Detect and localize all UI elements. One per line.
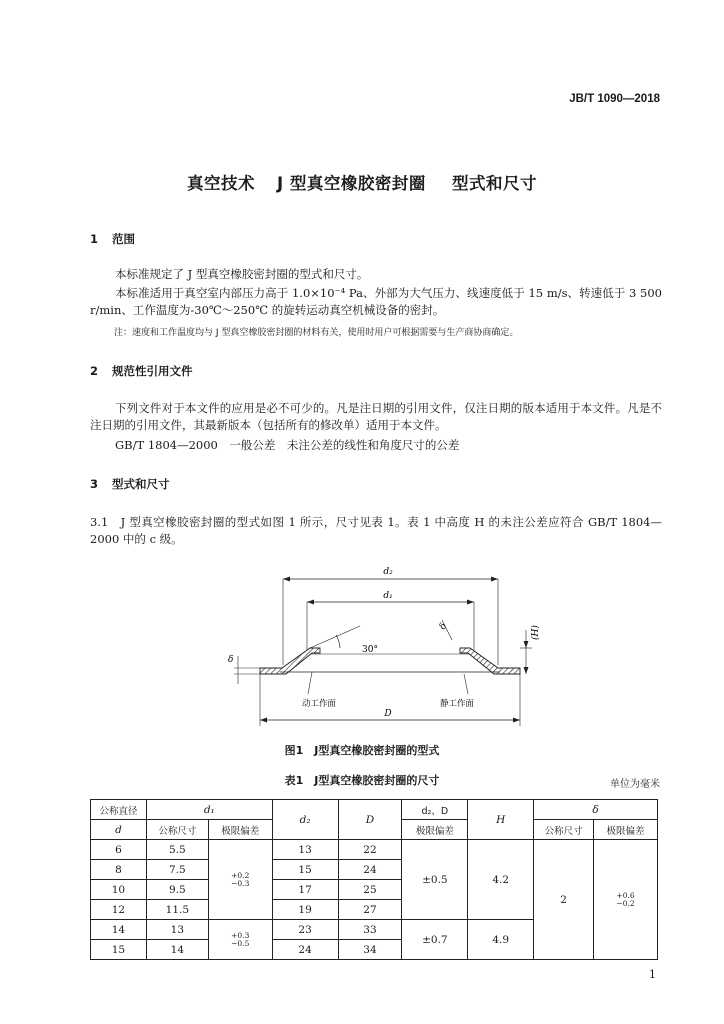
table-caption: 表1 J型真空橡胶密封圈的尺寸	[284, 774, 440, 787]
delta-tolerance-header: 极限偏差	[594, 820, 658, 840]
section-1-heading: 1 范围	[90, 232, 135, 246]
figure-caption: 图1 J型真空橡胶密封圈的型式	[284, 744, 440, 757]
table-header-row-1	[91, 800, 658, 820]
D-label: D	[384, 709, 392, 719]
document-title	[0, 170, 724, 194]
table-row: 6 5.5 +0.2 −0.3 13 22 ±0.5 4.2 2 +0.6 −0.2	[91, 840, 658, 860]
d2-label: d₂	[383, 567, 393, 577]
section-2-paragraph-1: 下列文件对于本文件的应用是必不可少的。凡是注日期的引用文件，仅注日期的版本适用于本文件。凡是不注日期的引用文件，其最新版本（包括所有的修改单）适用于本文件。	[90, 401, 662, 432]
table-row: 8 7.5 15 24	[91, 860, 658, 880]
table-unit: 单位为毫米	[610, 779, 660, 790]
d2-D-tolerance-a: ±0.5	[402, 840, 468, 920]
d1-label: d₁	[383, 591, 393, 601]
delta-header: δ	[534, 800, 658, 820]
D-header: D	[338, 800, 402, 840]
seal-cross-section-figure	[220, 560, 550, 735]
dimensions-table	[90, 799, 658, 960]
table-row: 12 11.5 19 27	[91, 900, 658, 920]
H-header: H	[468, 800, 534, 840]
H-value-b: 4.9	[468, 920, 534, 960]
section-1-paragraph-1: 本标准规定了 J 型真空橡胶密封圈的型式和尺寸。	[115, 267, 369, 281]
d2-D-tolerance-b: ±0.7	[402, 920, 468, 960]
standard-number: JB/T 1090—2018	[569, 93, 660, 105]
section-3-paragraph-1: 3.1 J 型真空橡胶密封圈的型式如图 1 所示，尺寸见表 1。表 1 中高度 H 的未注公差应符合 GB/T 1804—2000 中的 c 级。	[90, 515, 662, 546]
section-1-note: 注：速度和工作温度均与 J 型真空橡胶密封圈的材料有关，使用时用户可根据需要与生产商协商确定。	[114, 328, 519, 338]
h-label: (H)	[531, 625, 541, 640]
d1-tolerance-a: +0.2 −0.3	[208, 840, 272, 920]
d-header: d	[91, 820, 147, 840]
seal-profile-left	[260, 648, 320, 674]
d2-D-tolerance-header: 极限偏差	[402, 820, 468, 840]
angle-label: 30°	[362, 645, 378, 655]
section-2-heading: 2 规范性引用文件	[90, 364, 193, 378]
d2-D-header: d₂、D	[402, 800, 468, 820]
table-row: 14 13 +0.3 −0.5 23 33 ±0.7 4.9	[91, 920, 658, 940]
d1-header: d₁	[146, 800, 272, 820]
delta-tolerance: +0.6 −0.2	[594, 840, 658, 960]
section-1-paragraph-2: 本标准适用于真空室内部压力高于 1.0×10⁻⁴ Pa、外部为大气压力、线速度低于 15 m/s、转速低于 3 500 r/min、工作温度为-30℃～250℃ 的旋转运动真空机械设备的密封。	[90, 286, 662, 317]
delta-right-label: δ	[437, 621, 450, 632]
seal-profile-right	[460, 648, 520, 674]
delta-nominal-header: 公称尺寸	[534, 820, 594, 840]
table-row: 15 14 24 34	[91, 940, 658, 960]
table-row: 10 9.5 17 25	[91, 880, 658, 900]
section-3-heading: 3 型式和尺寸	[90, 477, 170, 491]
H-value-a: 4.2	[468, 840, 534, 920]
d1-tolerance-b: +0.3 −0.5	[208, 920, 272, 960]
title-part-1: 真空技术	[187, 174, 256, 193]
d2-header: d₂	[272, 800, 338, 840]
section-2-reference: GB/T 1804—2000 一般公差 未注公差的线性和角度尺寸的公差	[115, 438, 460, 452]
nominal-diameter-header: 公称直径	[91, 800, 147, 820]
d1-nominal-header: 公称尺寸	[146, 820, 208, 840]
page-number: 1	[649, 968, 656, 981]
dynamic-face-label: 动工作面	[302, 699, 337, 709]
d1-tolerance-header: 极限偏差	[208, 820, 272, 840]
title-part-3: 型式和尺寸	[451, 174, 537, 193]
delta-nominal-value: 2	[534, 840, 594, 960]
title-part-2: J 型真空橡胶密封圈	[277, 174, 426, 193]
delta-left-label: δ	[228, 655, 234, 665]
static-face-label: 静工作面	[440, 699, 475, 709]
